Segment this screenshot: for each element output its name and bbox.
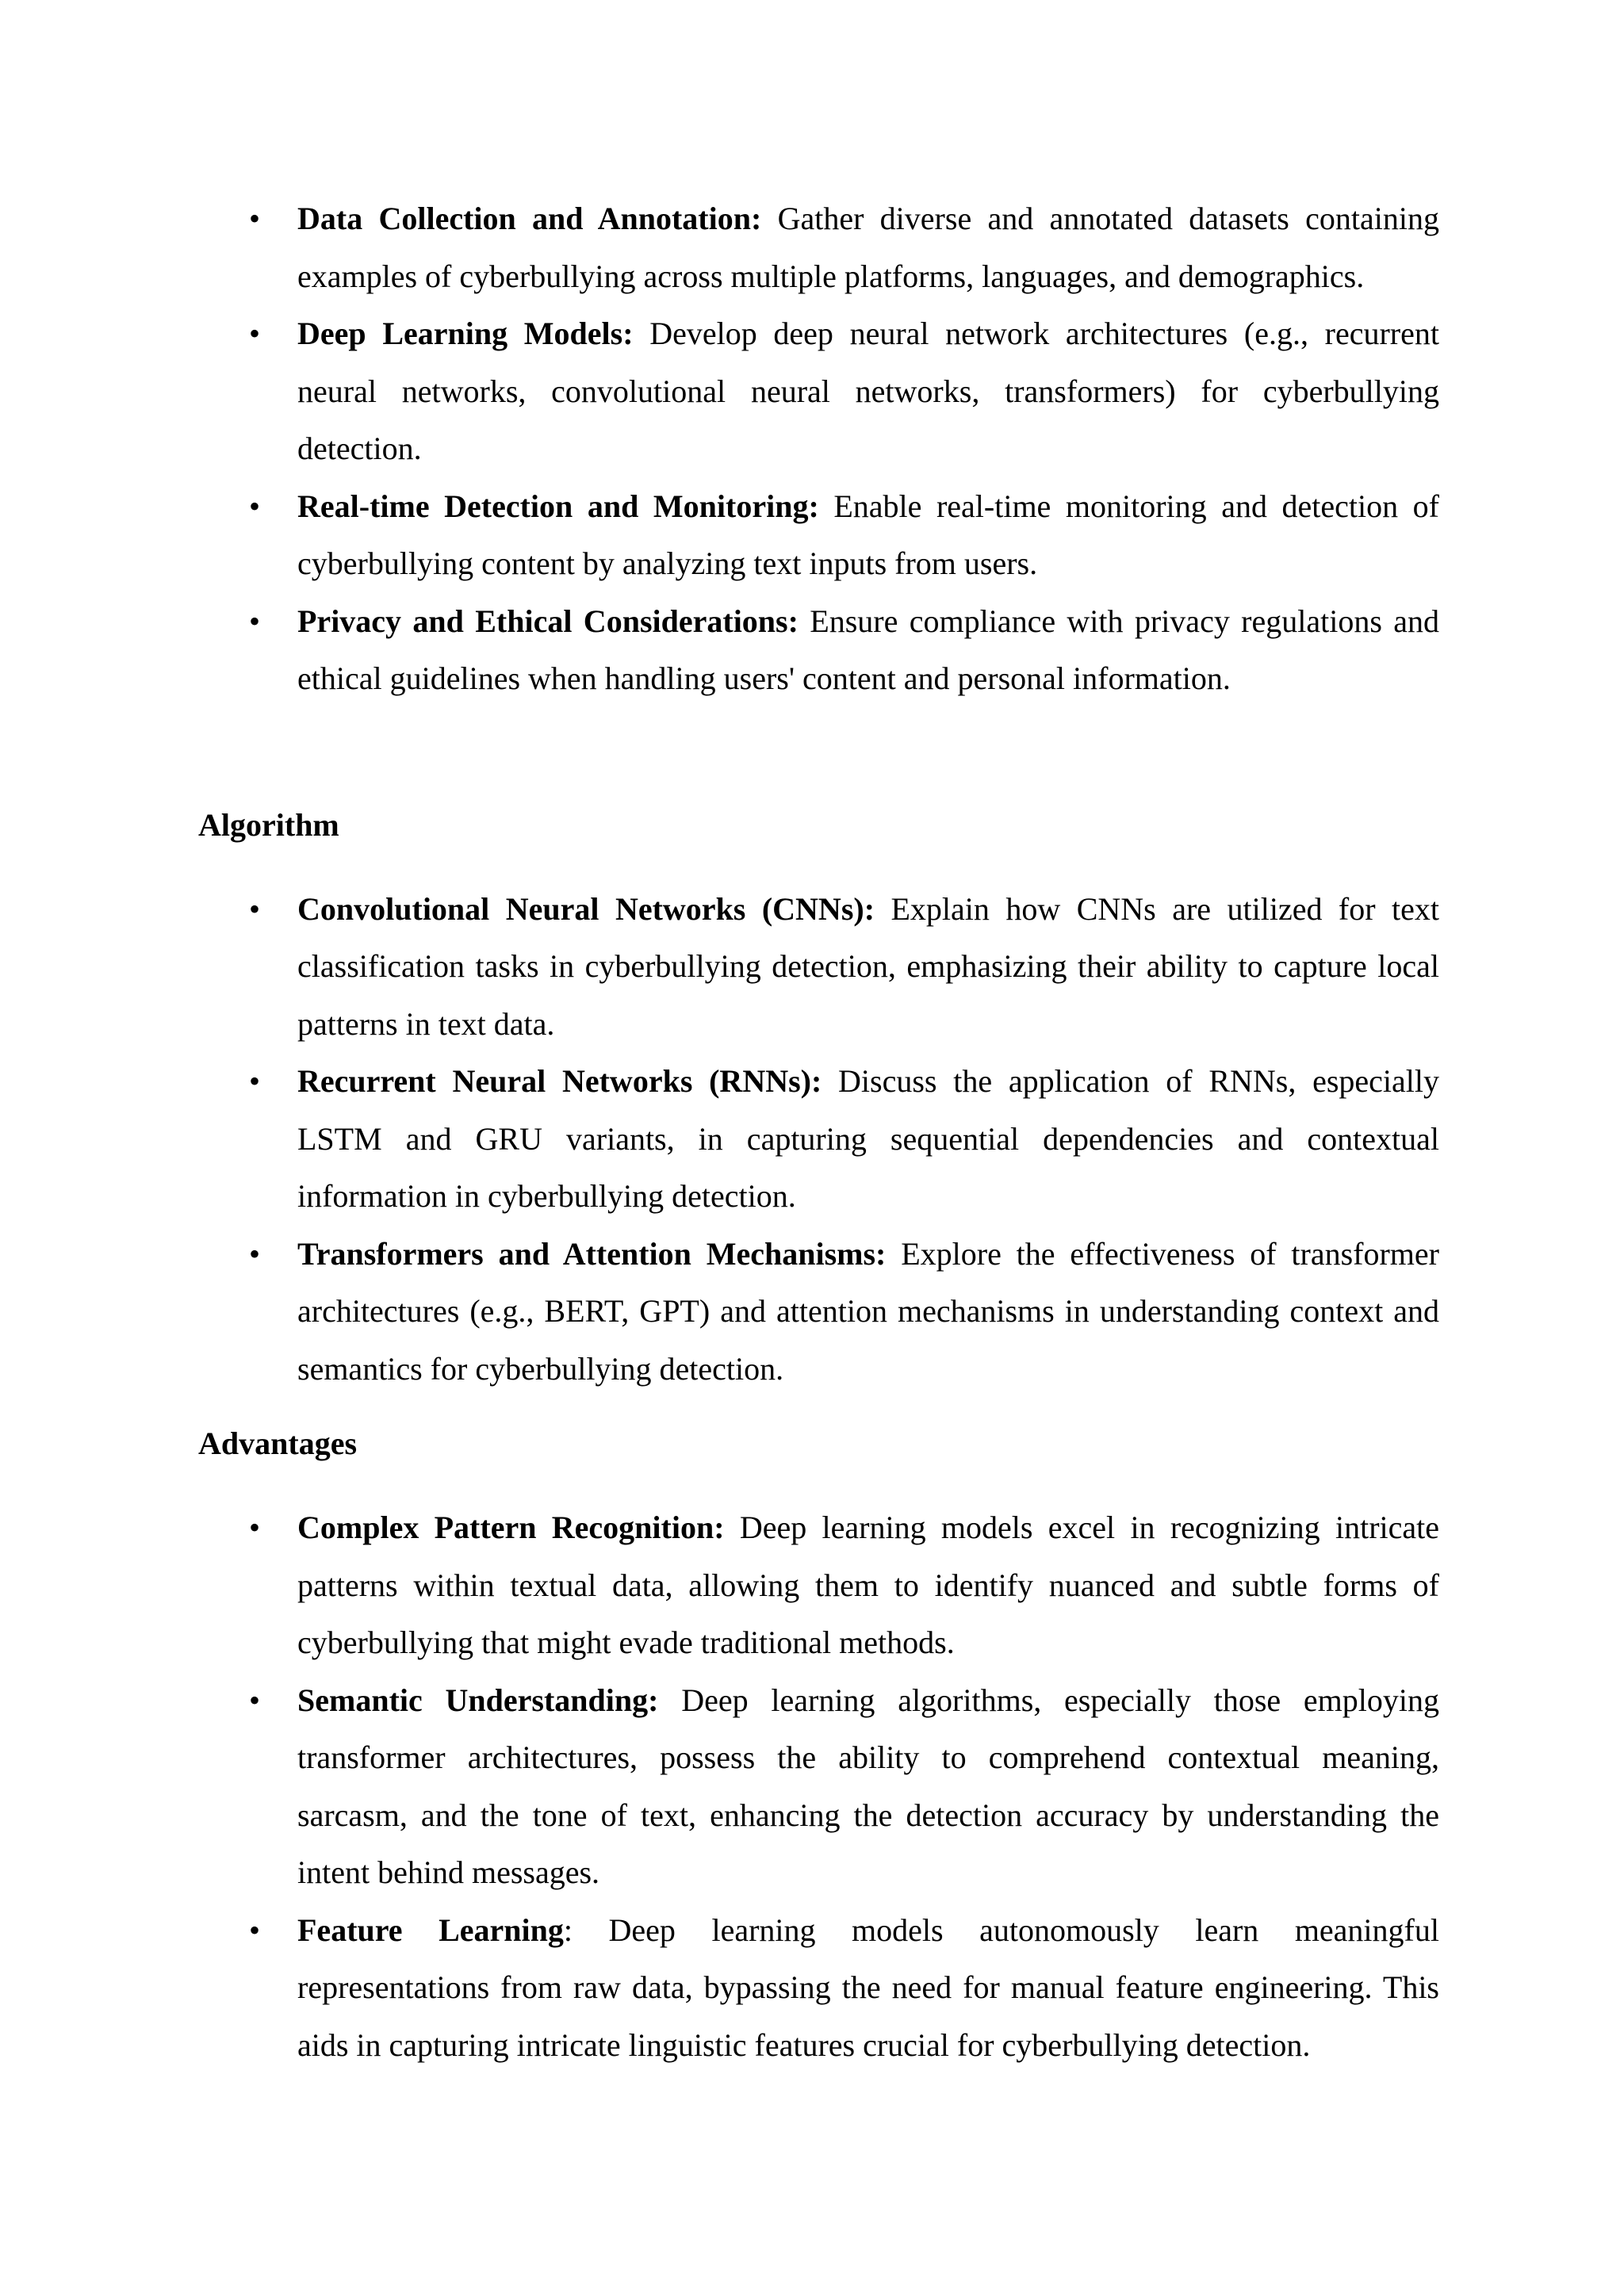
item-term: Deep Learning Models: <box>297 316 634 351</box>
item-term: Semantic Understanding: <box>297 1682 659 1718</box>
item-text: Discuss the application of RNNs, especially LSTM and GRU variants, in capturing sequential dependencies and contextual information in cyberbullying detection. <box>297 1063 1440 1214</box>
list-item <box>198 1053 1439 1226</box>
item-term: Feature Learning <box>297 1911 564 1948</box>
item-term: Complex Pattern Recognition: <box>297 1510 725 1545</box>
list-item <box>198 190 1439 305</box>
section-heading-algorithm: Algorithm <box>198 806 339 843</box>
list-item <box>198 1226 1439 1399</box>
item-term: Privacy and Ethical Considerations: <box>297 603 799 639</box>
item-term: Convolutional Neural Networks (CNNs): <box>297 890 875 927</box>
item-text: Ensure compliance with privacy regulations and ethical guidelines when handling users' content and personal information. <box>297 603 1439 696</box>
bullet-icon: • <box>249 890 261 927</box>
list-item <box>198 305 1439 478</box>
item-term: Recurrent Neural Networks (RNNs): <box>297 1063 822 1099</box>
item-text: Enable real-time monitoring and detection of cyberbullying content by analyzing text inputs from users. <box>297 488 1440 581</box>
bullet-icon: • <box>249 488 261 524</box>
list-item <box>198 1902 1439 2075</box>
algorithm-list <box>198 881 1439 1399</box>
bullet-icon: • <box>249 201 261 236</box>
bullet-icon: • <box>249 1063 261 1099</box>
item-text: Deep learning algorithms, especially those employing transformer architectures, possess the ability to comprehend contextual meaning, sarcasm, and the tone of text, enhancing the detection accuracy by understanding the intent behind messages. <box>297 1682 1440 1890</box>
item-text: : Deep learning models autonomously learn meaningful representations from raw data, bypassing the need for manual feature engineering. This aids in capturing intricate linguistic features crucial for cyberbullying detection. <box>297 1911 1439 2063</box>
page-content <box>198 190 1439 2074</box>
item-text: Deep learning models excel in recognizing intricate patterns within textual data, allowing them to identify nuanced and subtle forms of cyberbullying that might evade traditional methods. <box>297 1510 1440 1660</box>
bullet-icon: • <box>249 1235 261 1272</box>
list-item <box>198 593 1439 708</box>
item-term: Transformers and Attention Mechanisms: <box>297 1235 887 1272</box>
bullet-icon: • <box>249 1682 261 1718</box>
item-text: Explore the effectiveness of transformer architectures (e.g., BERT, GPT) and attention mechanisms in understanding context and semantics for cyberbullying detection. <box>297 1235 1439 1387</box>
item-text: Gather diverse and annotated datasets containing examples of cyberbullying across multiple platforms, languages, and demographics. <box>297 201 1439 294</box>
list-item <box>198 1672 1439 1902</box>
bullet-icon: • <box>249 316 261 351</box>
list-item <box>198 1499 1439 1672</box>
section-heading-advantages: Advantages <box>198 1425 358 1461</box>
item-text: Develop deep neural network architectures (e.g., recurrent neural networks, convolutional neural networks, transformers) for cyberbullying detection. <box>297 316 1439 466</box>
bullet-icon: • <box>249 1911 261 1948</box>
objectives-list <box>198 190 1439 708</box>
item-term: Data Collection and Annotation: <box>297 201 762 236</box>
item-term: Real-time Detection and Monitoring: <box>297 488 819 524</box>
advantages-list <box>198 1499 1439 2074</box>
list-item <box>198 881 1439 1054</box>
bullet-icon: • <box>249 603 261 639</box>
list-item <box>198 478 1439 593</box>
item-text: Explain how CNNs are utilized for text classification tasks in cyberbullying detection, emphasizing their ability to capture local patterns in text data. <box>297 890 1439 1042</box>
bullet-icon: • <box>249 1510 261 1545</box>
